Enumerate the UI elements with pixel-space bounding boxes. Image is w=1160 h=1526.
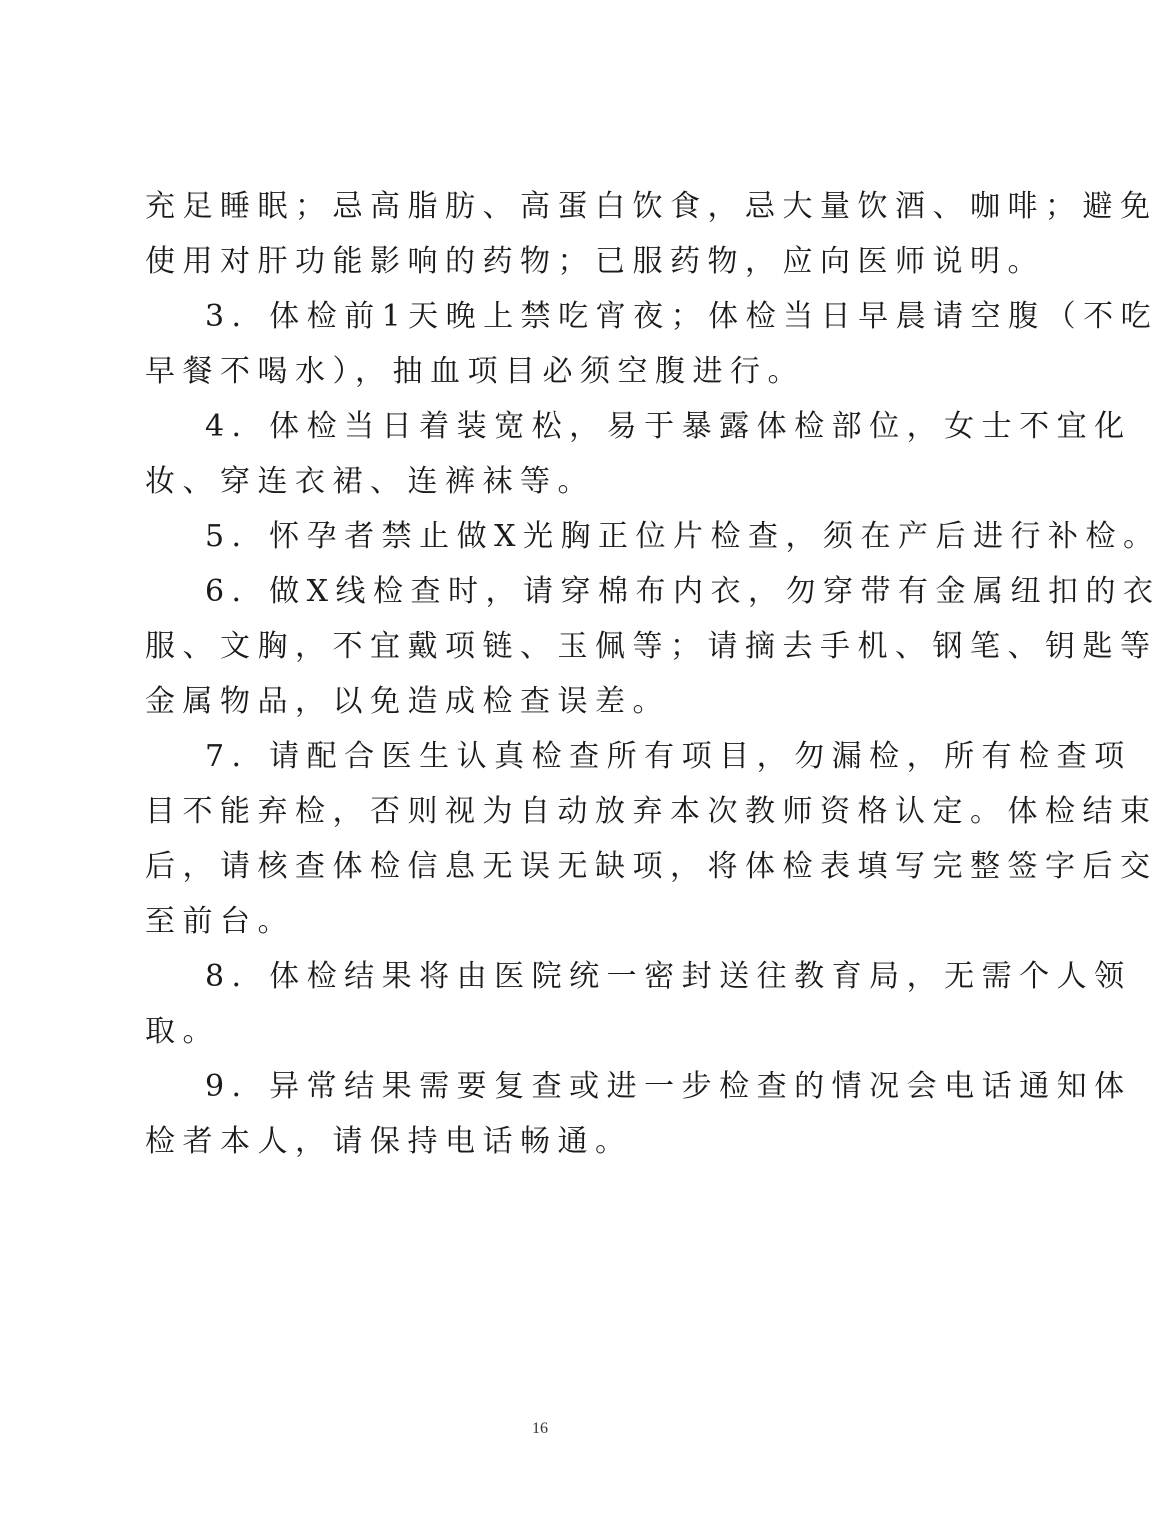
text-line: 8．体检结果将由医院统一密封送往教育局，无需个人领 bbox=[205, 959, 1132, 994]
text-line: 4．体检当日着装宽松，易于暴露体检部位，女士不宜化 bbox=[205, 409, 1132, 444]
text-line: 7．请配合医生认真检查所有项目，勿漏检，所有检查项 bbox=[205, 739, 1132, 774]
text-line: 使用对肝功能影响的药物；已服药物，应向医师说明。 bbox=[145, 244, 1045, 279]
text-line: 检者本人，请保持电话畅通。 bbox=[145, 1124, 633, 1159]
text-line: 6．做X线检查时，请穿棉布内衣，勿穿带有金属纽扣的衣 bbox=[205, 574, 1160, 609]
text-line: 充足睡眠；忌高脂肪、高蛋白饮食，忌大量饮酒、咖啡；避免 bbox=[145, 189, 1158, 224]
paragraph-2-continued bbox=[145, 179, 1158, 289]
text-line: 3．体检前1天晚上禁吃宵夜；体检当日早晨请空腹（不吃 bbox=[205, 299, 1159, 334]
text-line: 服、文胸，不宜戴项链、玉佩等；请摘去手机、钢笔、钥匙等 bbox=[145, 629, 1158, 664]
paragraph-item-3 bbox=[145, 289, 1159, 399]
paragraph-item-7 bbox=[145, 729, 1158, 949]
text-line: 5．怀孕者禁止做X光胸正位片检查，须在产后进行补检。 bbox=[205, 519, 1160, 554]
text-line: 取。 bbox=[145, 1014, 220, 1049]
document-body bbox=[145, 179, 1160, 1169]
paragraph-item-8 bbox=[145, 949, 1132, 1059]
paragraph-item-6 bbox=[145, 564, 1160, 729]
paragraph-item-9 bbox=[145, 1059, 1132, 1169]
paragraph-item-4 bbox=[145, 399, 1132, 509]
text-line: 至前台。 bbox=[145, 904, 295, 939]
text-line: 早餐不喝水），抽血项目必须空腹进行。 bbox=[145, 354, 805, 389]
text-line: 金属物品，以免造成检查误差。 bbox=[145, 684, 670, 719]
text-line: 9．异常结果需要复查或进一步检查的情况会电话通知体 bbox=[205, 1069, 1132, 1104]
page-number: 16 bbox=[532, 1420, 548, 1437]
text-line: 后，请核查体检信息无误无缺项，将体检表填写完整签字后交 bbox=[145, 849, 1158, 884]
text-line: 妆、穿连衣裙、连裤袜等。 bbox=[145, 464, 595, 499]
text-line: 目不能弃检，否则视为自动放弃本次教师资格认定。体检结束 bbox=[145, 794, 1158, 829]
paragraph-item-5 bbox=[145, 509, 1160, 564]
